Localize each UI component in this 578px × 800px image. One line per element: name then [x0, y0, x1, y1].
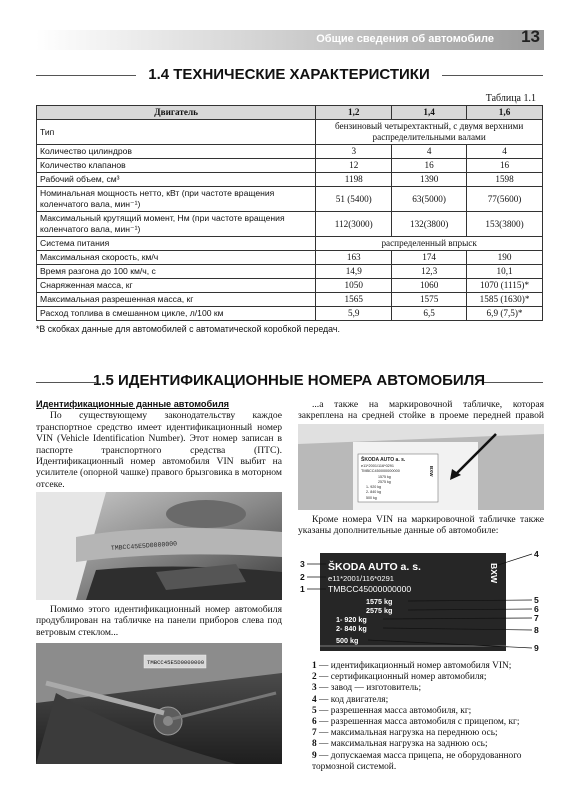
callout-2: 2 — [300, 572, 305, 582]
row-value: 4 — [467, 145, 543, 159]
row-value: 12,3 — [392, 265, 467, 279]
callout-6: 6 — [534, 604, 539, 614]
callout-9: 9 — [534, 643, 539, 653]
row-value: 1390 — [392, 173, 467, 187]
small-plate-w4: 2- 840 kg — [366, 490, 381, 494]
row-label: Рабочий объем, см³ — [37, 173, 316, 187]
row-label: Расход топлива в смешанном цикле, л/100 км — [37, 307, 316, 321]
row-value: 5,9 — [316, 307, 392, 321]
header-engine-1-6: 1,6 — [467, 106, 543, 120]
photo-door-pillar-plate — [298, 424, 544, 510]
running-header-title: Общие сведения об автомобиле — [316, 33, 494, 45]
callout-8: 8 — [534, 625, 539, 635]
header-engine-1-4: 1,4 — [392, 106, 467, 120]
row-value: 77(5600) — [467, 187, 543, 212]
table-footnote: *В скобках данные для автомобилей с автоматической коробкой передач. — [36, 324, 340, 334]
plate-weight-1: 1575 kg — [366, 597, 393, 606]
spec-table — [36, 105, 543, 321]
table-row — [37, 265, 543, 279]
row-value: 16 — [392, 159, 467, 173]
row-label: Система питания — [37, 237, 316, 251]
legend-item: 4 — код двигателя; — [312, 694, 389, 705]
plate-vin: TMBCC45000000000 — [328, 584, 412, 594]
table-row — [37, 293, 543, 307]
row-label: Время разгона до 100 км/ч, с — [37, 265, 316, 279]
small-plate-brand: ŠKODA AUTO a. s. — [361, 457, 406, 463]
row-value: 190 — [467, 251, 543, 265]
legend-item: 1 — идентификационный номер автомобиля VIN; — [312, 661, 512, 671]
plate-weight-2: 2575 kg — [366, 606, 393, 615]
row-label: Максимальный крутящий момент, Нм (при частоте вращения коленчатого вала, мин⁻¹) — [37, 212, 316, 237]
legend-item: 2 — сертификационный номер автомобиля; — [312, 672, 487, 683]
windshield-vin-text: TMBCC45E5D0000000 — [147, 659, 205, 666]
row-label: Количество клапанов — [37, 159, 316, 173]
legend-item: 9 — допускаемая масса прицепа, не оборудованного тормозной системой. — [312, 750, 522, 772]
row-value: 6,5 — [392, 307, 467, 321]
row-value: распределенный впрыск — [316, 237, 543, 251]
plate-approval: e11*2001/116*0291 — [328, 574, 395, 583]
engine-bay-vin-text: TMBCC45E5D0000000 — [110, 540, 178, 552]
running-header — [36, 30, 544, 50]
table-label: Таблица 1.1 — [485, 93, 536, 104]
small-plate-approval: e11*2001/116*0291 — [361, 464, 395, 468]
table-row — [37, 159, 543, 173]
row-value: 6,9 (7,5)* — [467, 307, 543, 321]
row-value: 10,1 — [467, 265, 543, 279]
row-label: Максимальная скорость, км/ч — [37, 251, 316, 265]
subheading-id-data: Идентификационные данные автомобиля — [36, 399, 230, 409]
row-value: 63(5000) — [392, 187, 467, 212]
table-row — [37, 145, 543, 159]
row-value: 1575 — [392, 293, 467, 307]
table-row — [37, 120, 543, 145]
table-row — [37, 237, 543, 251]
row-value: 1198 — [316, 173, 392, 187]
row-value: 51 (5400) — [316, 187, 392, 212]
table-row — [37, 307, 543, 321]
paragraph-dashboard-vin: Помимо этого идентификационный номер автомобиля продублирован на табличке на панели приборов слева под ветровым стеклом... — [36, 604, 282, 638]
row-value: 14,9 — [316, 265, 392, 279]
row-value: 1050 — [316, 279, 392, 293]
row-label: Снаряженная масса, кг — [37, 279, 316, 293]
row-label: Количество цилиндров — [37, 145, 316, 159]
small-plate-code: BXW — [429, 466, 434, 477]
page-number: 13 — [521, 27, 540, 46]
plate-weight-5: 500 kg — [336, 636, 359, 645]
legend-item: 7 — максимальная нагрузка на переднюю ось; — [312, 728, 498, 739]
plate-weight-3: 1- 920 kg — [336, 615, 367, 624]
header-engine: Двигатель — [37, 106, 316, 120]
table-row — [37, 279, 543, 293]
table-row — [37, 251, 543, 265]
header-engine-1-2: 1,2 — [316, 106, 392, 120]
small-plate-w3: 1- 920 kg — [366, 485, 381, 489]
table-row — [37, 187, 543, 212]
row-label: Тип — [37, 120, 316, 145]
table-row — [37, 212, 543, 237]
plate-diagram — [298, 547, 544, 657]
small-plate-w5: 500 kg — [366, 496, 377, 500]
row-value: 163 — [316, 251, 392, 265]
row-value: 1070 (1115)* — [467, 279, 543, 293]
row-value: 16 — [467, 159, 543, 173]
row-value: 1585 (1630)* — [467, 293, 543, 307]
legend-item: 6 — разрешенная масса автомобиля с прицепом, кг; — [312, 717, 520, 728]
photo-windshield-vin — [36, 643, 282, 764]
section-title-specs: 1.4 ТЕХНИЧЕСКИЕ ХАРАКТЕРИСТИКИ — [148, 66, 430, 83]
row-value: бензиновый четырехтактный, с двумя верхними распределительными валами — [316, 120, 543, 145]
row-value: 1598 — [467, 173, 543, 187]
legend-item: 8 — максимальная нагрузка на заднюю ось; — [312, 739, 488, 750]
row-value: 112(3000) — [316, 212, 392, 237]
plate-engine-code: BXW — [489, 563, 499, 584]
legend-item: 3 — завод — изготовитель; — [312, 683, 422, 694]
paragraph-door-plate: ...а также на маркировочной табличке, которая закреплена на средней стойке в проеме передней правой — [298, 399, 544, 422]
callout-5: 5 — [534, 595, 539, 605]
paragraph-vin-intro: По существующему законодательству каждое транспортное средство имеет идентификационный номер VIN (Vehicle Identification Number). Этот номер записан в паспорте транспортного средства (ПТС). Идентификационный номер автомобиля VIN выбит на усилителе (опорной чашке) правого брызговика в моторном отсеке. — [36, 410, 282, 490]
plate-weight-4: 2- 840 kg — [336, 624, 367, 633]
paragraph-plate-extra: Кроме номера VIN на маркировочной табличке также указаны дополнительные данные об автомобиле: — [298, 514, 544, 537]
callout-4: 4 — [534, 549, 539, 559]
row-value: 12 — [316, 159, 392, 173]
small-plate-vin: TMBCC450000000000 — [361, 469, 400, 473]
row-value: 4 — [392, 145, 467, 159]
table-row — [37, 173, 543, 187]
row-label: Номинальная мощность нетто, кВт (при частоте вращения коленчатого вала, мин⁻¹) — [37, 187, 316, 212]
row-value: 1060 — [392, 279, 467, 293]
callout-7: 7 — [534, 613, 539, 623]
row-label: Максимальная разрешенная масса, кг — [37, 293, 316, 307]
spec-table-header — [37, 106, 543, 120]
plate-legend — [312, 661, 544, 773]
row-value: 153(3800) — [467, 212, 543, 237]
row-value: 132(3800) — [392, 212, 467, 237]
row-value: 1565 — [316, 293, 392, 307]
callout-1: 1 — [300, 584, 305, 594]
small-plate-w1: 1575 kg — [378, 475, 391, 479]
small-plate-w2: 2575 kg — [378, 480, 391, 484]
legend-item: 5 — разрешенная масса автомобиля, кг; — [312, 705, 472, 716]
left-column-text — [36, 399, 282, 490]
plate-brand: ŠKODA AUTO a. s. — [328, 561, 421, 573]
row-value: 3 — [316, 145, 392, 159]
row-value: 174 — [392, 251, 467, 265]
callout-3: 3 — [300, 559, 305, 569]
section-title-vin: 1.5 ИДЕНТИФИКАЦИОННЫЕ НОМЕРА АВТОМОБИЛЯ — [92, 372, 486, 389]
photo-engine-bay-vin — [36, 492, 282, 600]
